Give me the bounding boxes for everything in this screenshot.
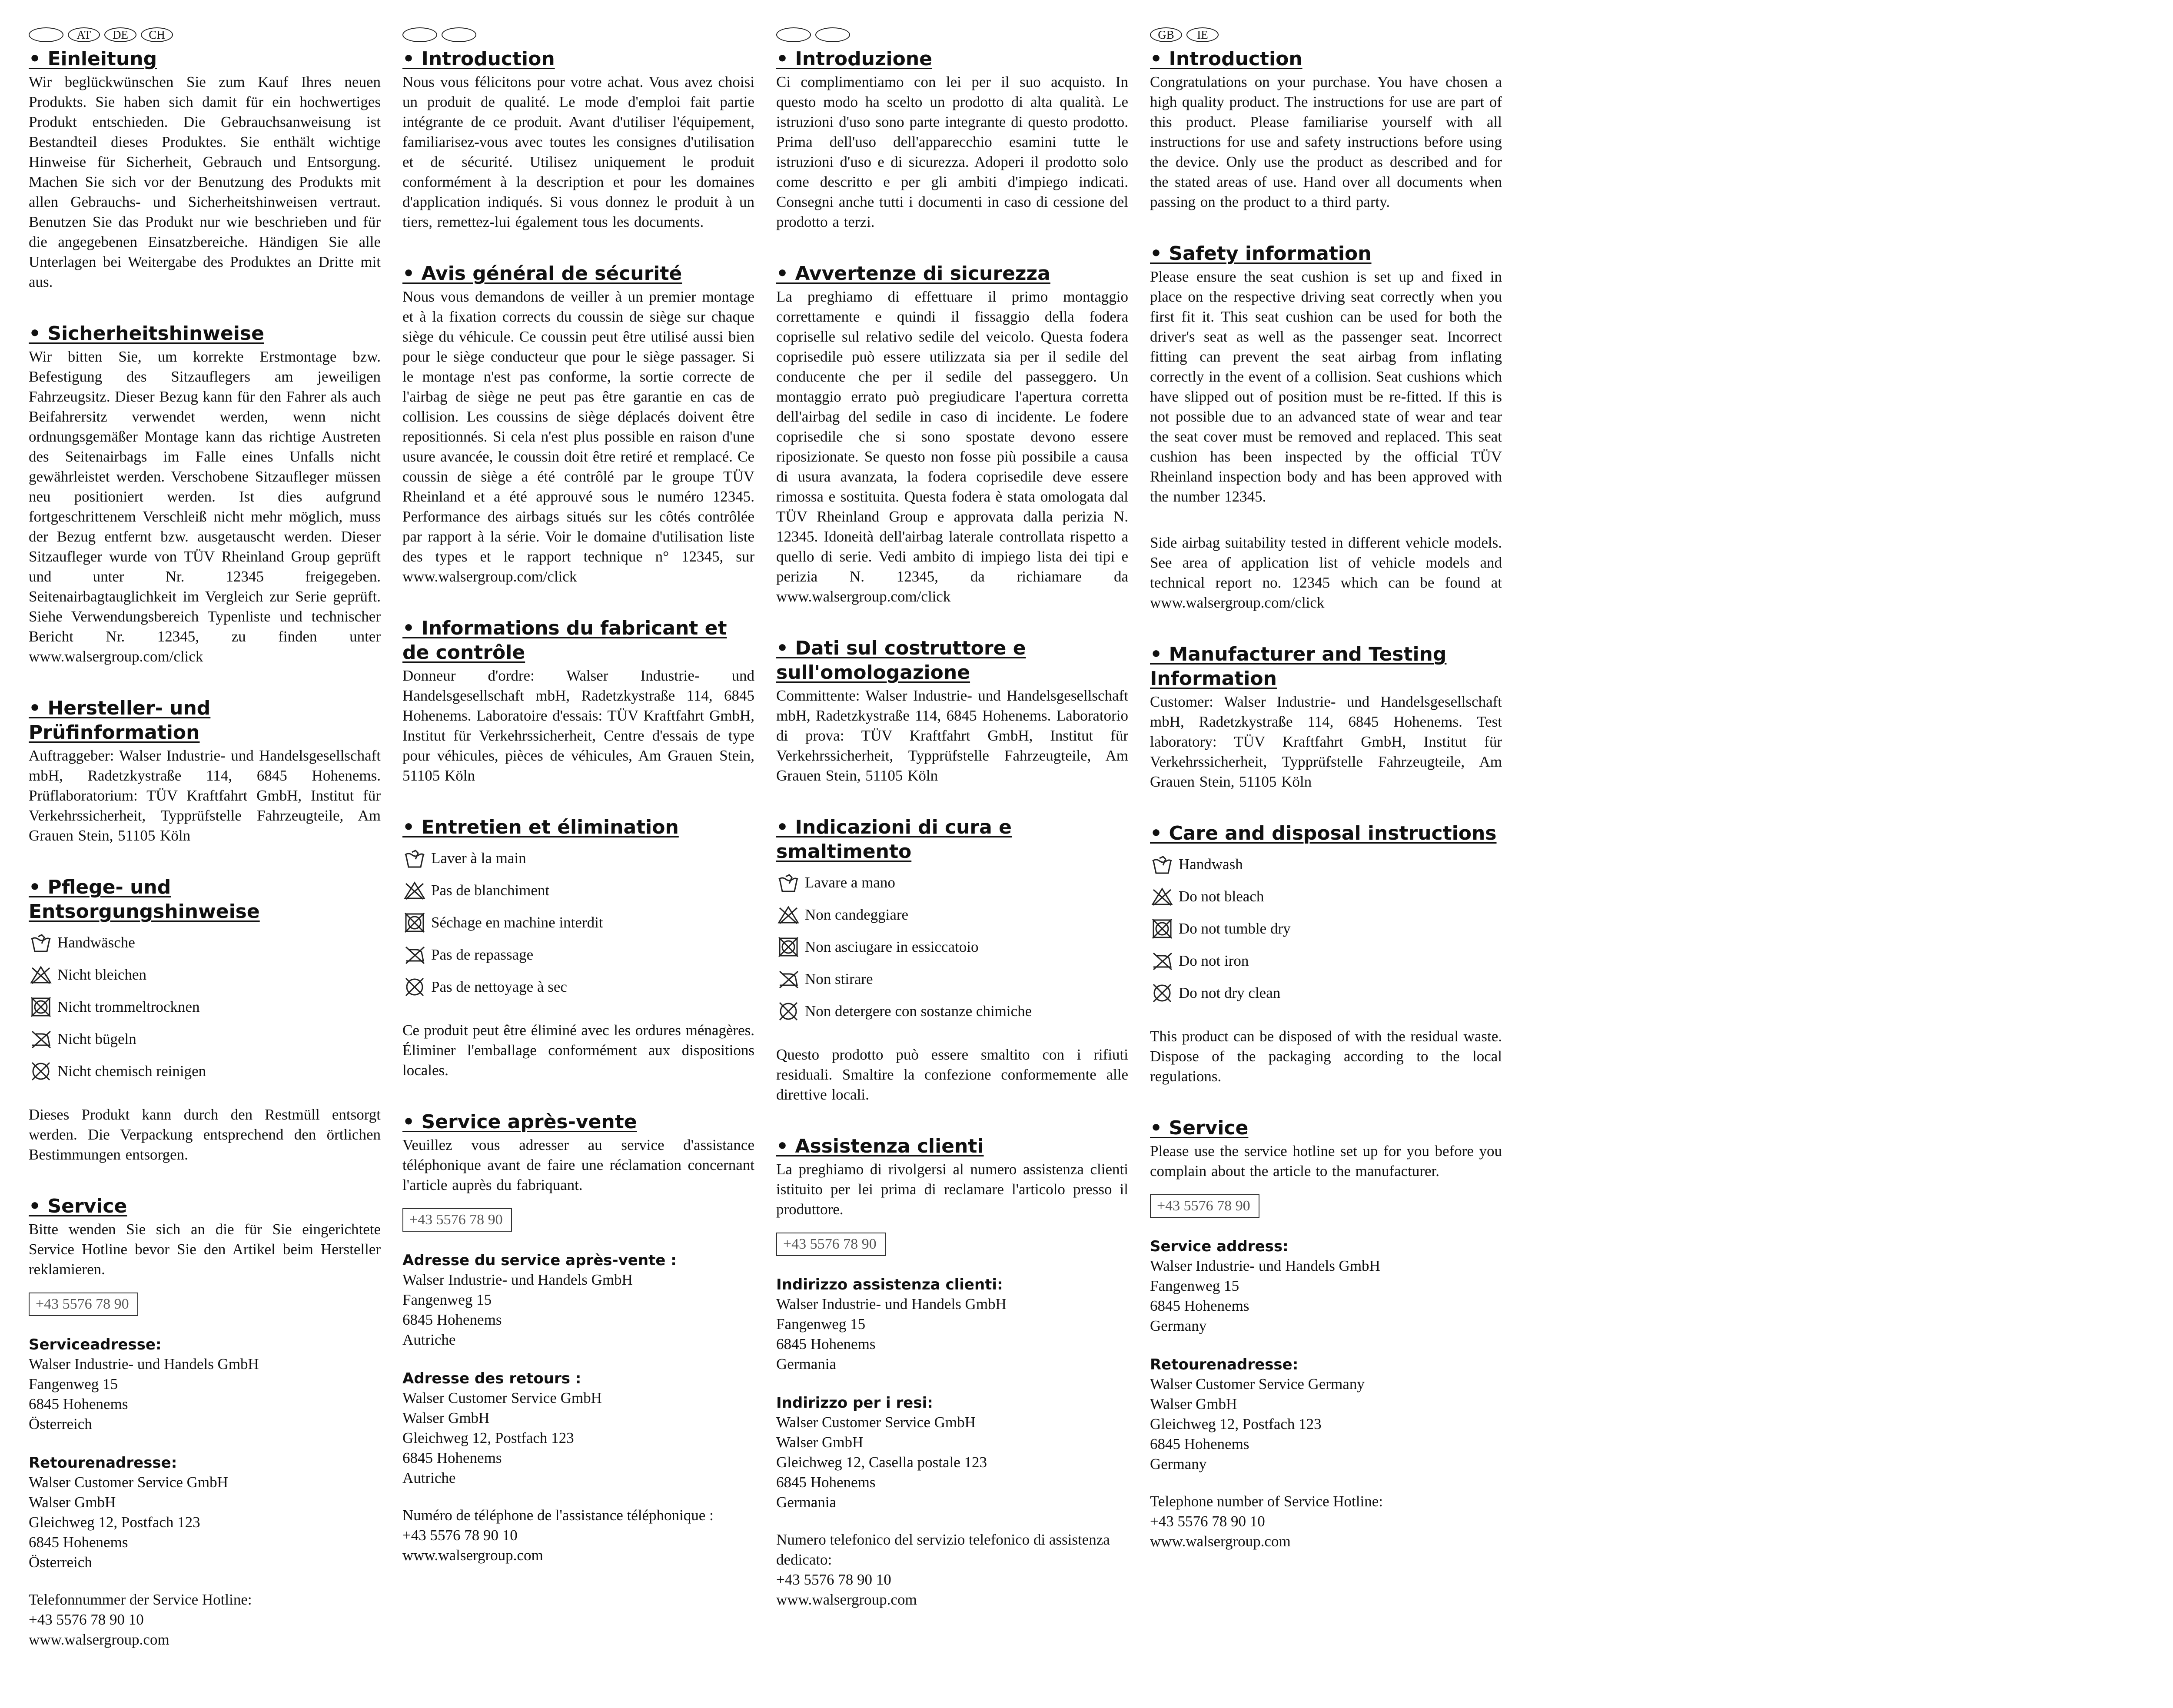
care-instruction (776, 963, 1128, 995)
care-label: Pas de blanchiment (431, 882, 550, 899)
address-line: Österreich (29, 1416, 92, 1432)
care-instruction (1150, 881, 1502, 913)
address-line: Gleichweg 12, Postfach 123 (402, 1429, 574, 1446)
care-label: Lavare a mano (805, 874, 895, 891)
hand-wash-icon (776, 871, 801, 895)
address-line: Germany (1150, 1317, 1207, 1334)
address-line: Germany (1150, 1455, 1207, 1472)
hotline-box: +43 5576 78 90 (402, 1208, 512, 1232)
section-body: Ce produit peut être éliminé avec les ordures ménagères. Éliminer l'emballage conformément aux dispositions locales. (402, 1022, 754, 1079)
address-line: 6845 Hohenems (402, 1449, 502, 1466)
care-instruction (402, 939, 754, 971)
country-flags (402, 26, 754, 43)
language-column (29, 26, 381, 1650)
section-body: Congratulations on your purchase. You have chosen a high quality product. The instructions for use are part of this product. Please familiarise yourself with all instructions for use and safety instructions before using the device. Only use the product as described and for the stated areas of use. Hand over all documents when passing on the product to a third party. (1150, 73, 1502, 210)
phone-heading: Numero telefonico del servizio telefonico di assistenza dedicato: (776, 1531, 1110, 1568)
address-line: 6845 Hohenems (776, 1474, 876, 1491)
website: www.walsergroup.com (29, 1631, 169, 1648)
address-line: Walser Customer Service GmbH (776, 1414, 976, 1431)
website: www.walsergroup.com (402, 1547, 543, 1564)
language-column (776, 26, 1128, 1610)
address-line: Gleichweg 12, Casella postale 123 (776, 1454, 987, 1471)
no-iron-icon (402, 943, 427, 967)
no-dry-clean-icon (29, 1059, 53, 1083)
care-instruction (776, 995, 1128, 1027)
care-label: Non detergere con sostanze chimiche (805, 1003, 1032, 1020)
address-line: Fangenweg 15 (1150, 1277, 1239, 1294)
address-line: Walser GmbH (29, 1494, 116, 1511)
return-address-heading: Adresse des retours : (402, 1370, 581, 1387)
care-label: Non stirare (805, 970, 873, 987)
address-line: Walser Customer Service Germany (1150, 1376, 1365, 1392)
section-heading: • Informations du fabricant et de contrôle (402, 617, 727, 664)
address-line: 6845 Hohenems (776, 1336, 876, 1352)
section-heading: • Service (1150, 1117, 1249, 1139)
care-label: Do not tumble dry (1179, 920, 1291, 937)
care-instruction (29, 1023, 381, 1055)
phone-number: +43 5576 78 90 10 (1150, 1513, 1265, 1530)
service-address-heading: Serviceadresse: (29, 1336, 162, 1353)
section-heading: • Indicazioni di cura e smaltimento (776, 816, 1012, 863)
care-instruction (29, 991, 381, 1023)
address-line: Walser Industrie- und Handels GmbH (402, 1271, 633, 1288)
address-line: Fangenweg 15 (29, 1376, 118, 1392)
care-instruction (29, 927, 381, 959)
address-line: Autriche (402, 1469, 456, 1486)
hotline-box: +43 5576 78 90 (1150, 1194, 1259, 1218)
section-heading: • Avis général de sécurité (402, 263, 682, 285)
section-body: Please ensure the seat cushion is set up and fixed in place on the respective driving seat correctly when you first fit it. This seat cushion can be used for both the driver's seat as well as the passenger seat. Incorrect fitting can prevent the seat airbag from inflating correctly in the event of a collision. Seat cushions which have slipped out of position must be re-fitted. If this is not possible due to an advanced state of wear and tear the seat cover must be removed and replaced. This seat cushion has been inspected by the official TÜV Rheinland inspection body and has been approved with the number 12345. (1150, 268, 1502, 505)
language-column (1150, 26, 1502, 1552)
hotline-box: +43 5576 78 90 (29, 1293, 138, 1316)
care-instruction (776, 899, 1128, 931)
care-label: Nicht chemisch reinigen (57, 1063, 206, 1080)
country-code-badge (442, 27, 476, 42)
service-body: Please use the service hotline set up for you before you complain about the article to the manufacturer. (1150, 1143, 1502, 1180)
care-instruction (1150, 977, 1502, 1009)
return-address-heading: Retourenadresse: (1150, 1356, 1299, 1373)
country-code-badge: AT (68, 27, 100, 42)
address-line: Autriche (402, 1331, 456, 1348)
care-instructions-list (29, 927, 381, 1087)
country-code-badge (402, 27, 437, 42)
care-label: Nicht bleichen (57, 966, 147, 983)
country-code-badge: IE (1186, 27, 1219, 42)
section-body: Side airbag suitability tested in different vehicle models. See area of application list of vehicle models and technical report no. 12345 which can be found at www.walsergroup.com/click (1150, 534, 1502, 611)
address-line: Gleichweg 12, Postfach 123 (29, 1514, 200, 1531)
care-label: Handwash (1179, 856, 1243, 873)
no-iron-icon (776, 967, 801, 991)
section-body: Nous vous félicitons pour votre achat. Vous avez choisi un produit de qualité. Le mode d'emploi fait partie intégrante de ce produit. Avant d'utiliser l'équipement, familiarisez-vous avec toutes les consignes d'utilisation et de sécurité. Utilisez uniquement le produit conformément à la description et pour les domaines d'application indiqués. Si vous donnez le produit à un tiers, remettez-lui également tous les documents. (402, 73, 754, 230)
no-dry-clean-icon (1150, 981, 1174, 1005)
no-iron-icon (1150, 949, 1174, 973)
section-body: Wir bitten Sie, um korrekte Erstmontage bzw. Befestigung des Sitzauflegers am jeweiligen Fahrzeugsitz. Dieser Bezug kann für den Fahrer als auch Beifahrersitz verwendet werden, wenn nicht ordnungsgemäßer Montage kann das richtige Austreten des Seitenairbags im Falle eines Unfalls nicht gewährleistet werden. Verschobene Sitzaufleger müssen neu positioniert werden. Ist dies aufgrund fortgeschrittenem Verschleiß nicht mehr möglich, muss der Bezug entfernt bzw. ausgetauscht werden. Dieser Sitzaufleger wurde von TÜV Rheinland Group geprüft und unter Nr. 12345 freigegeben. Seitenairbagtauglichkeit im Vergleich zur Serie geprüft. Siehe Verwendungsbereich Typenliste und technischer Bericht Nr. 12345, zu finden unter www.walsergroup.com/click (29, 348, 381, 665)
address-line: Gleichweg 12, Postfach 123 (1150, 1416, 1322, 1432)
address-line: 6845 Hohenems (29, 1396, 128, 1412)
section-heading: • Manufacturer and Testing Information (1150, 643, 1447, 690)
country-flags (29, 26, 381, 43)
hand-wash-icon (1150, 852, 1174, 877)
care-label: Séchage en machine interdit (431, 914, 603, 931)
section-heading: • Einleitung (29, 48, 157, 70)
address-line: Walser Customer Service GmbH (402, 1389, 602, 1406)
section-heading: • Dati sul costruttore e sull'omologazione (776, 637, 1026, 684)
section-heading: • Avvertenze di sicurezza (776, 263, 1050, 285)
country-code-badge (776, 27, 811, 42)
no-bleach-icon (1150, 884, 1174, 909)
phone-number: +43 5576 78 90 10 (29, 1611, 144, 1628)
section-heading: • Introduzione (776, 48, 933, 70)
phone-number: +43 5576 78 90 10 (402, 1527, 518, 1544)
address-line: 6845 Hohenems (402, 1311, 502, 1328)
care-instruction (1150, 848, 1502, 881)
care-instruction (402, 907, 754, 939)
section-heading: • Assistenza clienti (776, 1135, 984, 1157)
care-label: Non asciugare in essiccatoio (805, 938, 979, 955)
no-iron-icon (29, 1027, 53, 1051)
care-label: Do not iron (1179, 952, 1249, 969)
address-line: Fangenweg 15 (776, 1316, 866, 1333)
section-heading: • Entretien et élimination (402, 816, 679, 838)
section-heading: • Hersteller- und Prüfinformation (29, 697, 211, 744)
no-bleach-icon (29, 963, 53, 987)
section-heading: • Care and disposal instructions (1150, 822, 1497, 844)
care-instruction (1150, 913, 1502, 945)
country-code-badge (815, 27, 850, 42)
care-label: Do not dry clean (1179, 984, 1281, 1001)
section-heading: • Safety information (1150, 243, 1372, 265)
service-address-heading: Indirizzo assistenza clienti: (776, 1276, 1003, 1293)
section-body: Committente: Walser Industrie- und Handelsgesellschaft mbH, Radetzkystraße 114, 6845 Hohenems. Laboratorio di prova: TÜV Kraftfahrt GmbH, Institut für Verkehrssicherheit, Typprüfstelle Fahrzeugteile, Am Grauen Stein, 51105 Köln (776, 687, 1128, 784)
service-address-heading: Service address: (1150, 1238, 1289, 1255)
service-address-heading: Adresse du service après-vente : (402, 1252, 677, 1269)
address-line: 6845 Hohenems (1150, 1297, 1249, 1314)
section-heading: • Sicherheitshinweise (29, 322, 264, 345)
care-instruction (776, 931, 1128, 963)
country-code-badge: CH (141, 27, 173, 42)
address-line: Walser Industrie- und Handels GmbH (29, 1356, 259, 1372)
country-code-badge: DE (104, 27, 136, 42)
address-line: Walser GmbH (402, 1409, 490, 1426)
country-code-badge: GB (1150, 27, 1182, 42)
hand-wash-icon (29, 930, 53, 955)
return-address-heading: Indirizzo per i resi: (776, 1394, 933, 1412)
care-instruction (402, 874, 754, 907)
care-label: Pas de nettoyage à sec (431, 978, 567, 995)
no-bleach-icon (776, 903, 801, 927)
section-body: This product can be disposed of with the residual waste. Dispose of the packaging according to the local regulations. (1150, 1028, 1502, 1085)
country-flags (1150, 26, 1502, 43)
address-line: 6845 Hohenems (1150, 1436, 1249, 1452)
section-body: La preghiamo di effettuare il primo montaggio correttamente e quindi il fissaggio della fodera copriselle sul relativo sedile del veicolo. Questa fodera coprisedile può essere utilizzata sia per il sedile del conducente che per il sedile del passeggero. Un montaggio errato può pregiudicare l'apertura corretta dell'airbag del sedile in caso di incidente. Le fodere coprisedile che si sono spostate devono essere riposizionate. Se questo non fosse più possibile a causa di usura avanzata, la fodera coprisedile deve essere rimossa e sostituita. Questa fodera è stata omologata dal TÜV Rheinland Group e approvata dalla perizia N. 12345. Idoneità dell'airbag laterale controllata rispetto a quello di serie. Vedi ambito di impiego lista dei tipi e perizia N. 12345, da richiamare da www.walsergroup.com/click (776, 288, 1128, 605)
care-label: Nicht trommeltrocknen (57, 998, 200, 1015)
phone-heading: Telephone number of Service Hotline: (1150, 1493, 1383, 1510)
care-instructions-list (776, 867, 1128, 1027)
section-heading: • Introduction (402, 48, 555, 70)
care-label: Nicht bügeln (57, 1030, 136, 1047)
country-flags (776, 26, 1128, 43)
no-dry-clean-icon (776, 999, 801, 1023)
section-body: Nous vous demandons de veiller à un premier montage et à la fixation corrects du coussin de siège sur chaque siège du véhicule. Ce coussin peut être utilisé aussi bien pour le siège conducteur que pour le siège passager. Si le montage n'est pas conforme, la sortie correcte de l'airbag de siège ne peut pas être garantie en cas de collision. Les coussins de siège déplacés doivent être repositionnés. Si cela n'est plus possible en raison d'une usure avancée, le coussin doit être retiré et remplacé. Ce coussin de siège a été contrôlé par le groupe TÜV Rheinland et a été approuvé sous le numéro 12345. Performance des airbags situés sur les côtés contrôlée par rapport à la série. Voir le domaine d'utilisation liste des types et le rapport technique n° 12345, sur www.walsergroup.com/click (402, 288, 754, 585)
hand-wash-icon (402, 846, 427, 871)
care-instruction (402, 971, 754, 1003)
care-instruction (29, 1055, 381, 1087)
care-instruction (29, 959, 381, 991)
section-heading: • Introduction (1150, 48, 1302, 70)
care-instruction (776, 867, 1128, 899)
address-line: Germania (776, 1356, 836, 1372)
section-heading: • Service après-vente (402, 1111, 637, 1133)
care-instruction (1150, 945, 1502, 977)
section-body: Dieses Produkt kann durch den Restmüll entsorgt werden. Die Verpackung entsprechend den örtlichen Bestimmungen entsorgen. (29, 1106, 381, 1163)
section-body: Questo prodotto può essere smaltito con i rifiuti residuali. Smaltire la confezione conformemente alle direttive locali. (776, 1046, 1128, 1103)
no-tumble-dry-icon (402, 910, 427, 935)
address-line: Walser Industrie- und Handels GmbH (1150, 1257, 1380, 1274)
section-body: Ci complimentiamo con lei per il suo acquisto. In questo modo ha scelto un prodotto di alta qualità. Le istruzioni d'uso sono parte integrante di questo prodotto. Prima dell'uso dell'apparecchio esamini tutte le istruzioni d'uso e di sicurezza. Adoperi il prodotto solo come descritto e per gli ambiti d'impiego indicati. Consegni anche tutti i documenti in caso di cessione del prodotto a terzi. (776, 73, 1128, 230)
no-tumble-dry-icon (776, 935, 801, 959)
address-line: Fangenweg 15 (402, 1291, 492, 1308)
phone-heading: Numéro de téléphone de l'assistance téléphonique : (402, 1507, 714, 1524)
address-line: Walser Industrie- und Handels GmbH (776, 1296, 1007, 1313)
section-body: Customer: Walser Industrie- und Handelsgesellschaft mbH, Radetzkystraße 114, 6845 Hohenems. Test laboratory: TÜV Kraftfahrt GmbH, Institut für Verkehrssicherheit, Typprüfstelle Fahrzeugteile, Am Grauen Stein, 51105 Köln (1150, 693, 1502, 790)
address-line: Germania (776, 1494, 836, 1511)
section-body: Auftraggeber: Walser Industrie- und Handelsgesellschaft mbH, Radetzkystraße 114, 6845 Hohenems. Prüflaboratorium: TÜV Kraftfahrt GmbH, Institut für Verkehrssicherheit, Typprüfstelle Fahrzeugteile, Am Grauen Stein, 51105 Köln (29, 747, 381, 844)
no-bleach-icon (402, 878, 427, 903)
care-instructions-list (402, 842, 754, 1003)
address-line: Walser GmbH (1150, 1396, 1237, 1412)
care-instructions-list (1150, 848, 1502, 1009)
care-label: Non candeggiare (805, 906, 909, 923)
website: www.walsergroup.com (776, 1591, 917, 1608)
service-body: La preghiamo di rivolgersi al numero assistenza clienti istituito per lei prima di reclamare l'articolo presso il produttore. (776, 1161, 1128, 1218)
section-heading: • Pflege- und Entsorgungshinweise (29, 876, 260, 923)
address-line: 6845 Hohenems (29, 1534, 128, 1551)
no-tumble-dry-icon (1150, 917, 1174, 941)
address-line: Österreich (29, 1554, 92, 1571)
service-body: Veuillez vous adresser au service d'assistance téléphonique avant de faire une réclamation concernant l'article auprès du fabriquant. (402, 1136, 754, 1193)
language-column (402, 26, 754, 1565)
country-code-badge (29, 27, 63, 42)
care-label: Laver à la main (431, 850, 526, 867)
address-line: Walser Customer Service GmbH (29, 1474, 228, 1491)
section-heading: • Service (29, 1195, 127, 1217)
section-body: Wir beglückwünschen Sie zum Kauf Ihres neuen Produkts. Sie haben sich damit für ein hochwertiges Produkt entschieden. Die Gebrauchsanweisung ist Bestandteil dieses Produktes. Sie enthält wichtige Hinweise für Sicherheit, Gebrauch und Entsorgung. Machen Sie sich vor der Benutzung des Produkts mit allen Gebrauchs- und Sicherheitshinweisen vertraut. Benutzen Sie das Produkt nur wie beschrieben und für die angegebenen Einsatzbereiche. Händigen Sie alle Unterlagen bei Weitergabe des Produktes an Dritte mit aus. (29, 73, 381, 290)
no-tumble-dry-icon (29, 995, 53, 1019)
care-label: Do not bleach (1179, 888, 1264, 905)
section-body: Donneur d'ordre: Walser Industrie- und Handelsgesellschaft mbH, Radetzkystraße 114, 6845 Hohenems. Laboratoire d'essais: TÜV Kraftfahrt GmbH, Institut für Verkehrssicherheit, Centre d'essais de type pour véhicules, pièces de véhicules, Am Grauen Stein, 51105 Köln (402, 667, 754, 784)
hotline-box: +43 5576 78 90 (776, 1233, 886, 1256)
address-line: Walser GmbH (776, 1434, 864, 1451)
care-label: Handwäsche (57, 934, 135, 951)
website: www.walsergroup.com (1150, 1533, 1291, 1550)
care-label: Pas de repassage (431, 946, 534, 963)
phone-number: +43 5576 78 90 10 (776, 1571, 891, 1588)
return-address-heading: Retourenadresse: (29, 1454, 177, 1472)
no-dry-clean-icon (402, 975, 427, 999)
service-body: Bitte wenden Sie sich an die für Sie eingerichtete Service Hotline bevor Sie den Artikel beim Hersteller reklamieren. (29, 1221, 381, 1278)
care-instruction (402, 842, 754, 874)
phone-heading: Telefonnummer der Service Hotline: (29, 1591, 252, 1608)
